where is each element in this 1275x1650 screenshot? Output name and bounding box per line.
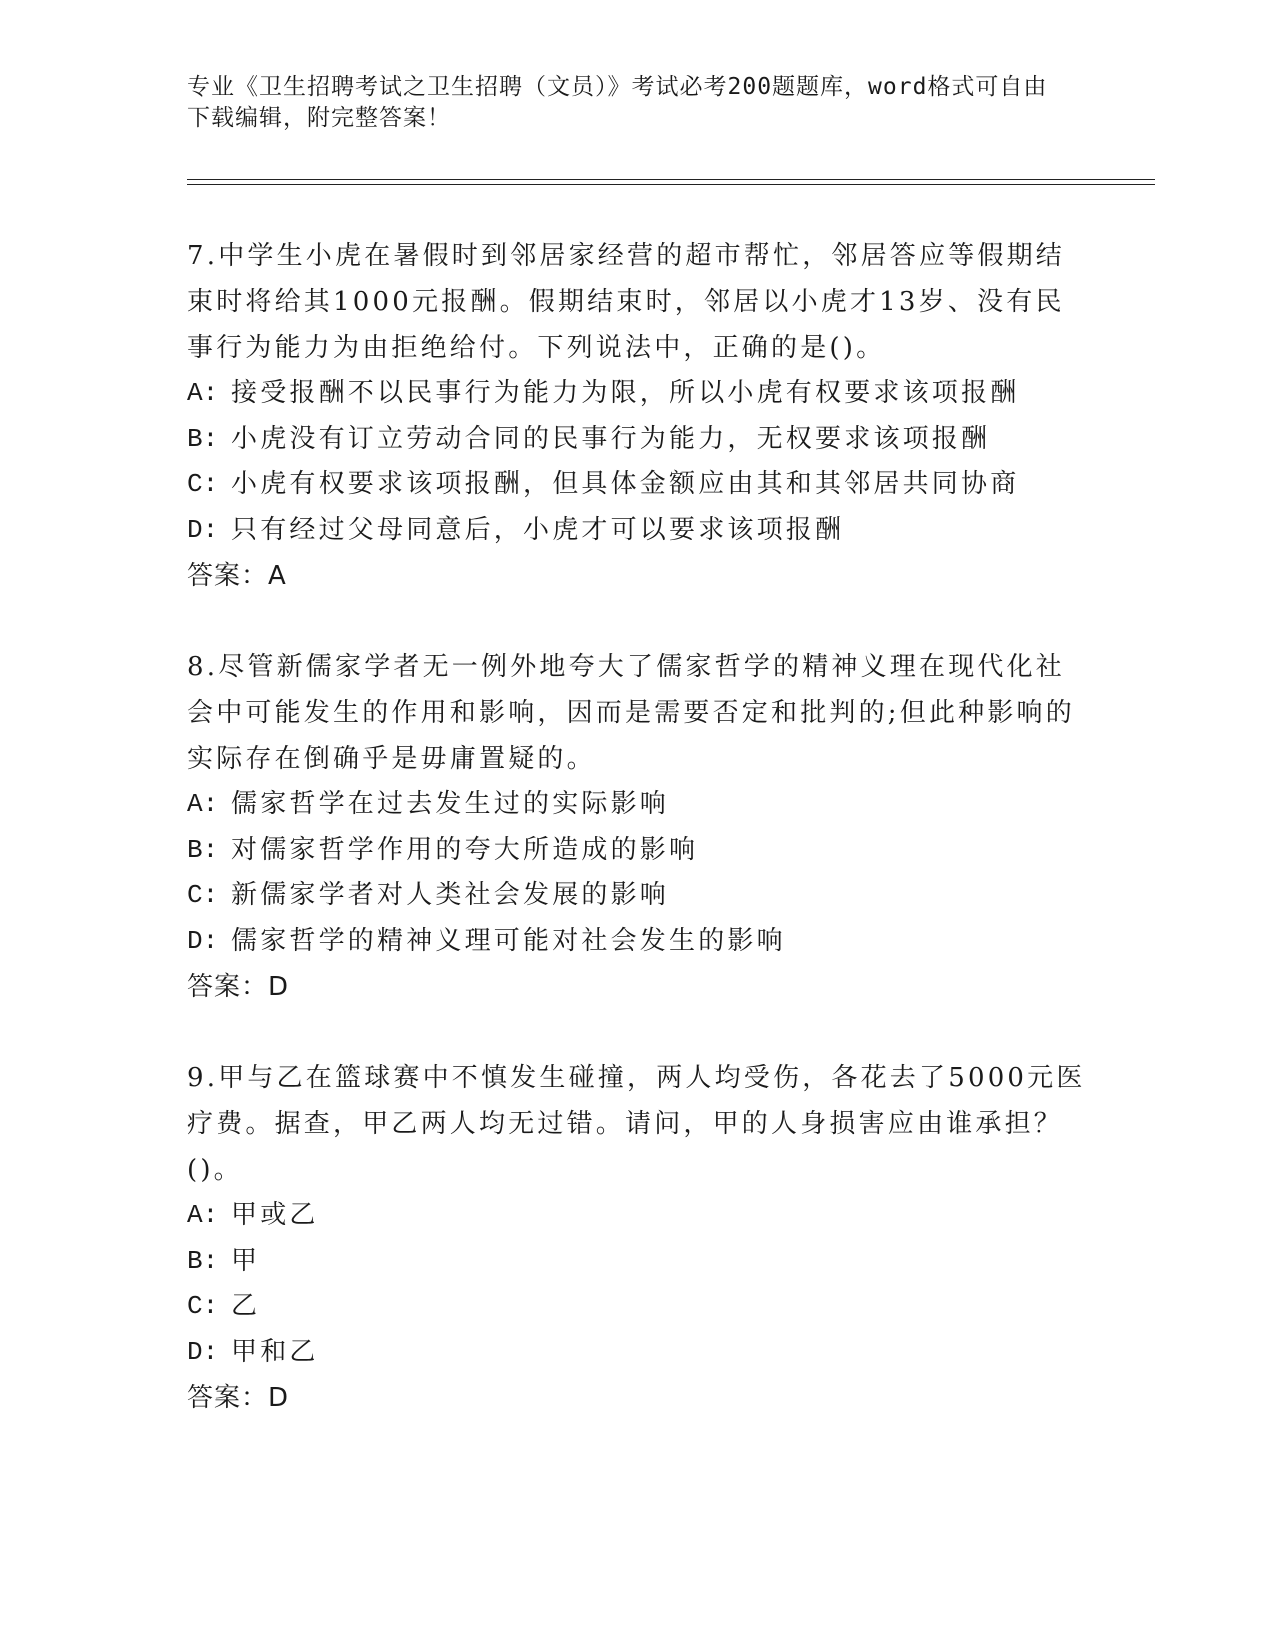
option-letter: A: bbox=[187, 378, 219, 408]
option-c bbox=[187, 462, 1087, 508]
option-letter: B: bbox=[187, 834, 219, 865]
answer-line: 答案：D bbox=[187, 1383, 290, 1413]
option-letter: D: bbox=[187, 514, 219, 545]
option-d bbox=[187, 919, 1087, 965]
option-a bbox=[187, 782, 1087, 828]
option-text: 对儒家哲学作用的夸大所造成的影响 bbox=[231, 834, 699, 865]
option-text: 乙 bbox=[231, 1291, 261, 1321]
option-d bbox=[187, 508, 1087, 554]
option-letter: C: bbox=[187, 1291, 219, 1321]
option-text: 儒家哲学的精神义理可能对社会发生的影响 bbox=[231, 925, 786, 956]
option-text: 只有经过父母同意后，小虎才可以要求该项报酬 bbox=[231, 514, 845, 545]
option-b bbox=[187, 417, 1087, 463]
header-divider-bottom bbox=[187, 184, 1155, 185]
option-letter: A: bbox=[187, 1200, 219, 1230]
question-7 bbox=[187, 233, 1087, 599]
answer-line: 答案：D bbox=[187, 972, 290, 1002]
option-b bbox=[187, 828, 1087, 874]
option-letter: D: bbox=[187, 925, 219, 956]
header-divider-top bbox=[187, 179, 1155, 180]
option-text: 儒家哲学在过去发生过的实际影响 bbox=[231, 789, 670, 819]
option-letter: C: bbox=[187, 469, 219, 499]
option-text: 甲或乙 bbox=[231, 1200, 319, 1230]
option-text: 小虎有权要求该项报酬，但具体金额应由其和其邻居共同协商 bbox=[231, 469, 1020, 499]
document-header: 专业《卫生招聘考试之卫生招聘（文员）》考试必考200题题库，word格式可自由下载编辑，附完整答案！ bbox=[187, 74, 1048, 131]
option-c bbox=[187, 1284, 1087, 1330]
option-letter: D: bbox=[187, 1336, 219, 1367]
option-a bbox=[187, 371, 1087, 417]
question-text: 9.甲与乙在篮球赛中不慎发生碰撞，两人均受伤，各花去了5000元医疗费。据查，甲乙两人均无过错。请问，甲的人身损害应由谁承担？()。 bbox=[187, 1063, 1086, 1185]
option-text: 新儒家学者对人类社会发展的影响 bbox=[231, 880, 670, 910]
option-letter: B: bbox=[187, 1245, 219, 1276]
question-9 bbox=[187, 1055, 1087, 1421]
option-b bbox=[187, 1239, 1087, 1285]
option-text: 甲 bbox=[231, 1245, 261, 1276]
question-text: 7.中学生小虎在暑假时到邻居家经营的超市帮忙，邻居答应等假期结束时将给其1000元报酬。假期结束时，邻居以小虎才13岁、没有民事行为能力为由拒绝给付。下列说法中，正确的是()。 bbox=[187, 241, 1066, 363]
option-letter: A: bbox=[187, 789, 219, 819]
option-text: 小虎没有订立劳动合同的民事行为能力，无权要求该项报酬 bbox=[231, 423, 991, 454]
option-letter: B: bbox=[187, 423, 219, 454]
option-a bbox=[187, 1193, 1087, 1239]
option-c bbox=[187, 873, 1087, 919]
option-text: 接受报酬不以民事行为能力为限，所以小虎有权要求该项报酬 bbox=[231, 378, 1020, 408]
option-text: 甲和乙 bbox=[231, 1336, 319, 1367]
answer-line: 答案：A bbox=[187, 561, 287, 591]
option-letter: C: bbox=[187, 880, 219, 910]
question-text: 8.尽管新儒家学者无一例外地夸大了儒家哲学的精神义理在现代化社会中可能发生的作用和影响，因而是需要否定和批判的;但此种影响的实际存在倒确乎是毋庸置疑的。 bbox=[187, 652, 1075, 774]
question-8 bbox=[187, 644, 1087, 1010]
option-d bbox=[187, 1330, 1087, 1376]
